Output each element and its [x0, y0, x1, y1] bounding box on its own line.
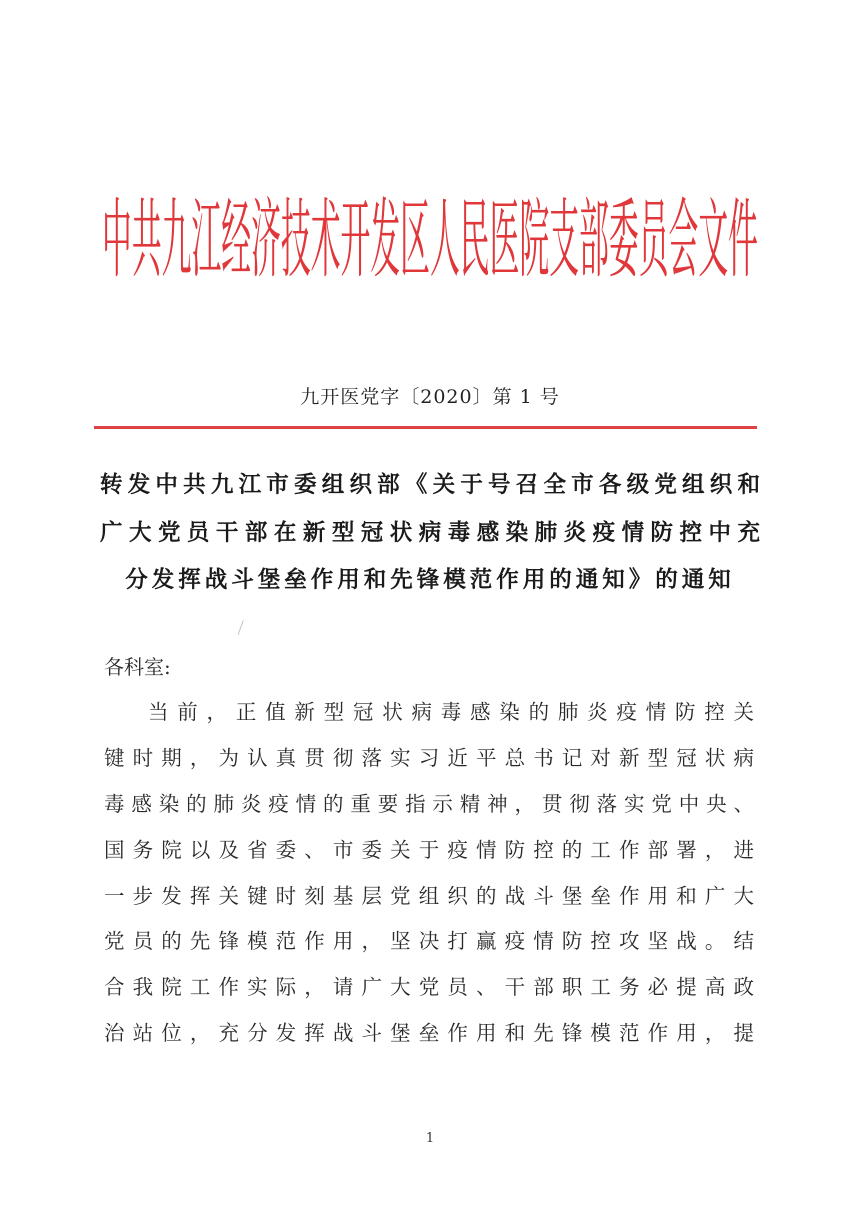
body-line: 一步发挥关键时刻基层党组织的战斗堡垒作用和广大 [104, 883, 754, 908]
document-number: 九开医党字〔2020〕第 1 号 [300, 386, 560, 408]
body-line: 党员的先锋模范作用，坚决打赢疫情防控攻坚战。结 [104, 929, 754, 954]
page-number: 1 [425, 1131, 435, 1146]
body-paragraph [104, 698, 754, 1065]
body-line: 当前，正值新型冠状病毒感染的肺炎疫情防控关 [148, 700, 754, 724]
body-line: 国务院以及省委、市委关于疫情防控的工作部署，进 [104, 837, 754, 862]
red-header-banner [102, 188, 758, 292]
body-line: 毒感染的肺炎疫情的重要指示精神，贯彻落实党中央、 [104, 791, 754, 816]
red-divider-line [94, 426, 757, 429]
scan-artifact [237, 620, 245, 636]
body-line: 键时期，为认真贯彻落实习近平总书记对新型冠状病 [104, 745, 754, 770]
body-line: 合我院工作实际，请广大党员、干部职工务必提高政 [104, 975, 754, 1000]
subject-line: 转发中共九江市委组织部《关于号召全市各级党组织和 [100, 472, 760, 498]
subject-line: 广大党员干部在新型冠状病毒感染肺炎疫情防控中充 [100, 519, 760, 546]
document-subject [100, 470, 760, 613]
subject-line: 分发挥战斗堡垒作用和先锋模范作用的通知》的通知 [125, 567, 735, 593]
header-title: 中共九江经济技术开发区人民医院支部委员会文件 [102, 190, 758, 290]
body-line: 治站位，充分发挥战斗堡垒作用和先锋模范作用，提 [104, 1021, 754, 1046]
salutation: 各科室: [104, 655, 171, 679]
